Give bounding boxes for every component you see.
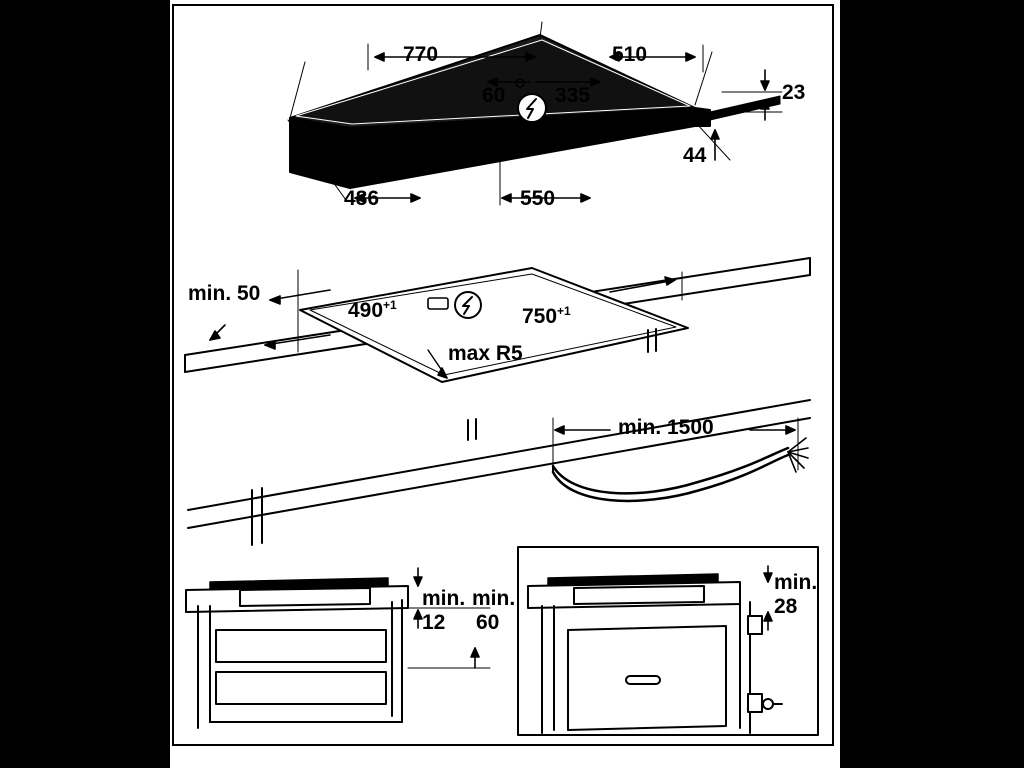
dim-label-min-28-value: 28 bbox=[774, 595, 798, 618]
dim-label-335: 335 bbox=[555, 84, 591, 107]
dim-label-min-60-word: min. bbox=[472, 587, 516, 610]
dim-label-550: 550 bbox=[520, 187, 556, 210]
drawing-sheet bbox=[170, 0, 840, 768]
dim-label-min-12-value: 12 bbox=[422, 611, 446, 634]
dim-label-max-r5: max R5 bbox=[448, 342, 523, 365]
dim-label-60: 60 bbox=[482, 84, 506, 107]
dim-label-min-1500: min. 1500 bbox=[618, 416, 714, 439]
clearance-drawers bbox=[186, 578, 408, 728]
dim-label-min-28-word: min. bbox=[774, 571, 818, 594]
dim-label-510: 510 bbox=[612, 43, 648, 66]
clearance-oven bbox=[518, 547, 818, 735]
dim-label-490: $490^{+1}$ bbox=[348, 298, 397, 322]
dim-label-44: 44 bbox=[683, 144, 707, 167]
dim-label-min-60-value: 60 bbox=[476, 611, 500, 634]
dim-label-min-50: min. 50 bbox=[188, 282, 261, 305]
dim-label-770: 770 bbox=[403, 43, 439, 66]
dim-label-486: 486 bbox=[344, 187, 380, 210]
dim-label-min-12-word: min. bbox=[422, 587, 466, 610]
dim-label-490-tolerance: +1 bbox=[383, 298, 397, 312]
dim-label-23: 23 bbox=[782, 81, 806, 104]
technical-drawing bbox=[170, 0, 840, 768]
dim-label-750: $750^{+1}$ bbox=[522, 304, 571, 328]
dim-label-750-tolerance: +1 bbox=[557, 304, 571, 318]
